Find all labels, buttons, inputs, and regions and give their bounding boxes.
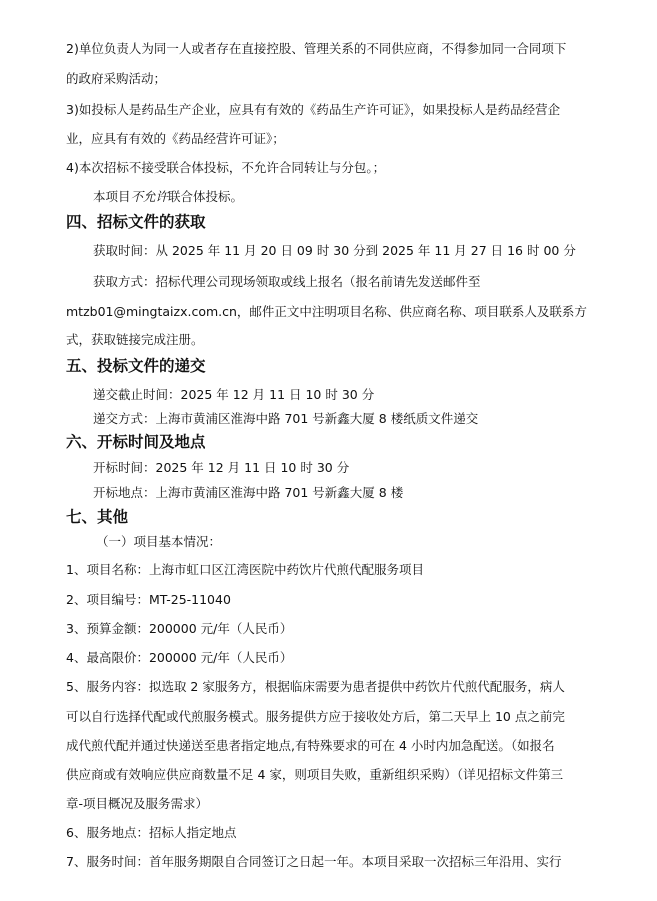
service-content-line4: 供应商或有效响应供应商数量不足 4 家，则项目失败，重新组织采购）（详见招标文件第三 xyxy=(66,767,564,782)
section4-method-line1: 获取方式：招标代理公司现场领取或线上报名（报名前请先发送邮件至 xyxy=(93,274,481,289)
project-number: 2、项目编号：MT-25-11040 xyxy=(66,592,231,607)
section7-heading: 七、其他 xyxy=(66,508,129,526)
section4-heading: 四、招标文件的获取 xyxy=(66,213,206,231)
section7-subheading: （一）项目基本情况： xyxy=(96,534,222,549)
section4-method-line3: 式，获取链接完成注册。 xyxy=(66,332,204,347)
service-location: 6、服务地点：招标人指定地点 xyxy=(66,825,237,840)
section6-heading: 六、开标时间及地点 xyxy=(66,433,206,451)
service-content-line1: 5、服务内容：拟选取 2 家服务方，根据临床需要为患者提供中药饮片代煎代配服务，病人 xyxy=(66,679,565,694)
item2-line2: 的政府采购活动； xyxy=(66,71,167,86)
item4-line: 4)本次招标不接受联合体投标，不允许合同转让与分包。； xyxy=(66,160,386,175)
consortium-line xyxy=(93,188,243,206)
consortium-prefix: 本项目 xyxy=(93,189,131,204)
section4-time: 获取时间：从 2025 年 11 月 20 日 09 时 30 分到 2025 年 11 月 27 日 16 时 00 分 xyxy=(93,243,576,258)
section6-time: 开标时间：2025 年 12 月 11 日 10 时 30 分 xyxy=(93,460,350,475)
section5-location: 递交方式：上海市黄浦区淮海中路 701 号新鑫大厦 8 楼纸质文件递交 xyxy=(93,411,479,426)
service-content-line3: 成代煎代配并通过快递送至患者指定地点,有特殊要求的可在 4 小时内加急配送。（如报名 xyxy=(66,738,555,753)
section5-heading: 五、投标文件的递交 xyxy=(66,357,206,375)
consortium-suffix: 联合体投标。 xyxy=(168,189,244,204)
project-name: 1、项目名称：上海市虹口区江湾医院中药饮片代煎代配服务项目 xyxy=(66,562,424,577)
section6-location: 开标地点：上海市黄浦区淮海中路 701 号新鑫大厦 8 楼 xyxy=(93,485,404,500)
item3-line1: 3)如投标人是药品生产企业，应具有有效的《药品生产许可证》，如果投标人是药品经营企 xyxy=(66,102,561,117)
section5-deadline: 递交截止时间：2025 年 12 月 11 日 10 时 30 分 xyxy=(93,387,375,402)
consortium-emphasis: 不允许 xyxy=(130,189,169,204)
max-price: 4、最高限价：200000 元/年（人民币） xyxy=(66,650,293,665)
item3-line2: 业，应具有有效的《药品经营许可证》； xyxy=(66,131,285,146)
service-time: 7、服务时间：首年服务期限自合同签订之日起一年。本项目采取一次招标三年沿用、实行 xyxy=(66,854,562,869)
item2-line1: 2)单位负责人为同一人或者存在直接控股、管理关系的不同供应商，不得参加同一合同项下 xyxy=(66,41,567,56)
section4-method-line2: mtzb01@mingtaizx.com.cn，邮件正文中注明项目名称、供应商名称、项目联系人及联系方 xyxy=(66,304,587,319)
service-content-line2: 可以自行选择代配或代煎服务模式。服务提供方应于接收处方后，第二天早上 10 点之前完 xyxy=(66,709,565,724)
budget-amount: 3、预算金额：200000 元/年（人民币） xyxy=(66,621,293,636)
service-content-line5: 章-项目概况及服务需求） xyxy=(66,796,209,811)
